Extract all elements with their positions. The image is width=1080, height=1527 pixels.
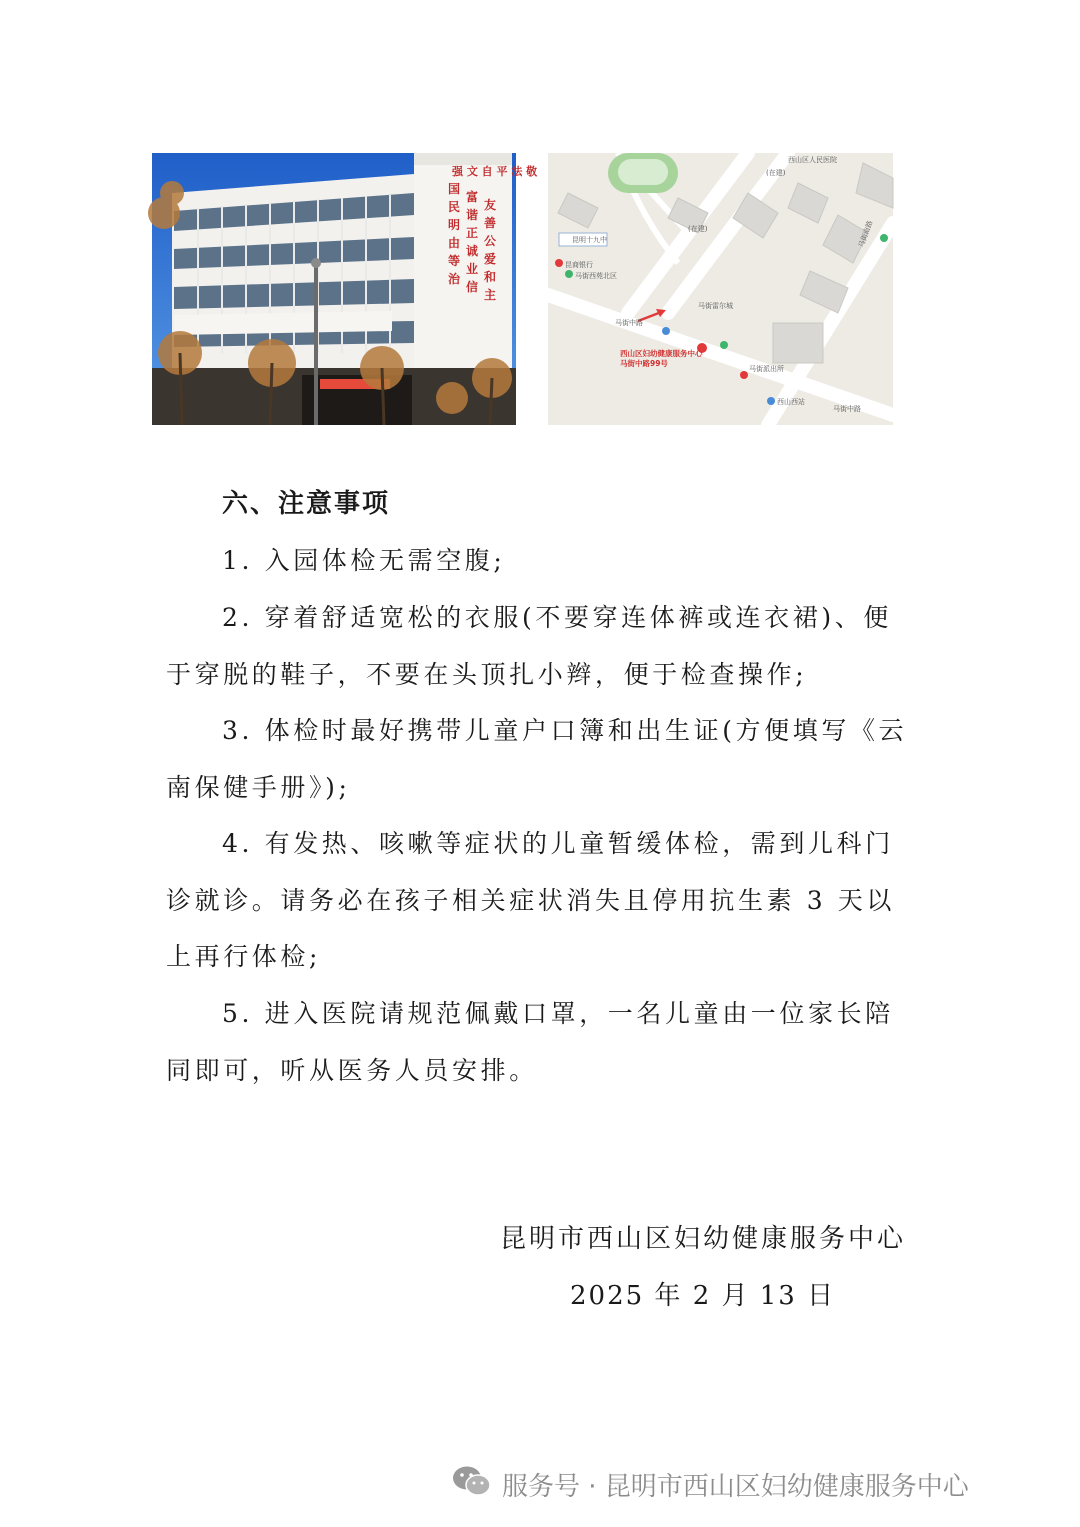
- notice-item-3: 3. 体检时最好携带儿童户口簿和出生证(方便填写《云南保健手册》);: [166, 716, 908, 802]
- notice-item-1: 1. 入园体检无需空腹;: [222, 546, 506, 575]
- svg-text:主: 主: [484, 288, 497, 302]
- svg-text:正: 正: [466, 226, 479, 240]
- svg-text:富: 富: [466, 190, 479, 204]
- svg-text:等: 等: [448, 254, 461, 268]
- map-label-shop: 马街西苑北区: [575, 272, 617, 280]
- svg-text:民: 民: [448, 200, 461, 214]
- signature-org: 昆明市西山区妇幼健康服务中心: [500, 1224, 907, 1254]
- map-label-bank: 昆商银行: [565, 261, 593, 269]
- svg-text:信: 信: [466, 280, 479, 294]
- map-label-road-right: 马街南路: [857, 219, 875, 249]
- svg-text:善: 善: [484, 216, 497, 230]
- section-heading: 六、注意事项: [222, 489, 391, 519]
- svg-text:谐: 谐: [466, 208, 479, 222]
- map-label-center-name: 西山区妇幼健康服务中心: [620, 349, 703, 358]
- svg-text:和: 和: [484, 270, 497, 284]
- map-label-center-addr: 马街中路99号: [620, 359, 668, 368]
- map-label-hospital: 西山区人民医院: [788, 156, 837, 164]
- svg-text:诚: 诚: [466, 244, 479, 258]
- svg-text:业: 业: [466, 262, 479, 276]
- footer-text: 服务号 · 昆明市西山区妇幼健康服务中心: [502, 1471, 969, 1502]
- map-label-square: 马街雷尔城: [698, 302, 733, 310]
- building-photo: [152, 153, 538, 425]
- notice-item-5: 5. 进入医院请规范佩戴口罩，一名儿童由一位家长陪同即可，听从医务人员安排。: [166, 999, 894, 1085]
- svg-text:友: 友: [484, 198, 497, 212]
- svg-text:由: 由: [448, 236, 461, 250]
- map-label-road-bottom: 马街中路: [833, 405, 861, 413]
- map-label-school: 昆明十九中: [572, 236, 607, 244]
- svg-text:治: 治: [448, 272, 461, 286]
- svg-text:爱: 爱: [484, 252, 497, 266]
- map-label-police: 马街派出所: [749, 365, 784, 373]
- map-label-road-top: (在建): [766, 169, 786, 177]
- notice-item-4: 4. 有发热、咳嗽等症状的儿童暂缓体检，需到儿科门诊就诊。请务必在孩子相关症状消失且停用抗生素 3 天以上再行体检;: [166, 829, 896, 971]
- svg-text:公: 公: [484, 234, 497, 248]
- signature-date: 2025 年 2 月 13 日: [570, 1281, 836, 1311]
- wechat-icon: [452, 1464, 492, 1505]
- map-label-street: 马街中路: [615, 319, 643, 327]
- svg-text:明: 明: [448, 218, 461, 232]
- svg-text:强 文 自 平 法 敬: 强 文 自 平 法 敬: [452, 165, 538, 178]
- map-label-station: 西山西站: [777, 398, 805, 406]
- location-map[interactable]: [548, 153, 893, 425]
- notice-item-2: 2. 穿着舒适宽松的衣服(不要穿连体裤或连衣裙)、便于穿脱的鞋子，不要在头顶扎小辫，便于检查操作;: [166, 603, 892, 689]
- footer-watermark[interactable]: [452, 1460, 969, 1508]
- svg-text:国: 国: [448, 182, 461, 196]
- map-label-road-mid: (在建): [688, 225, 708, 233]
